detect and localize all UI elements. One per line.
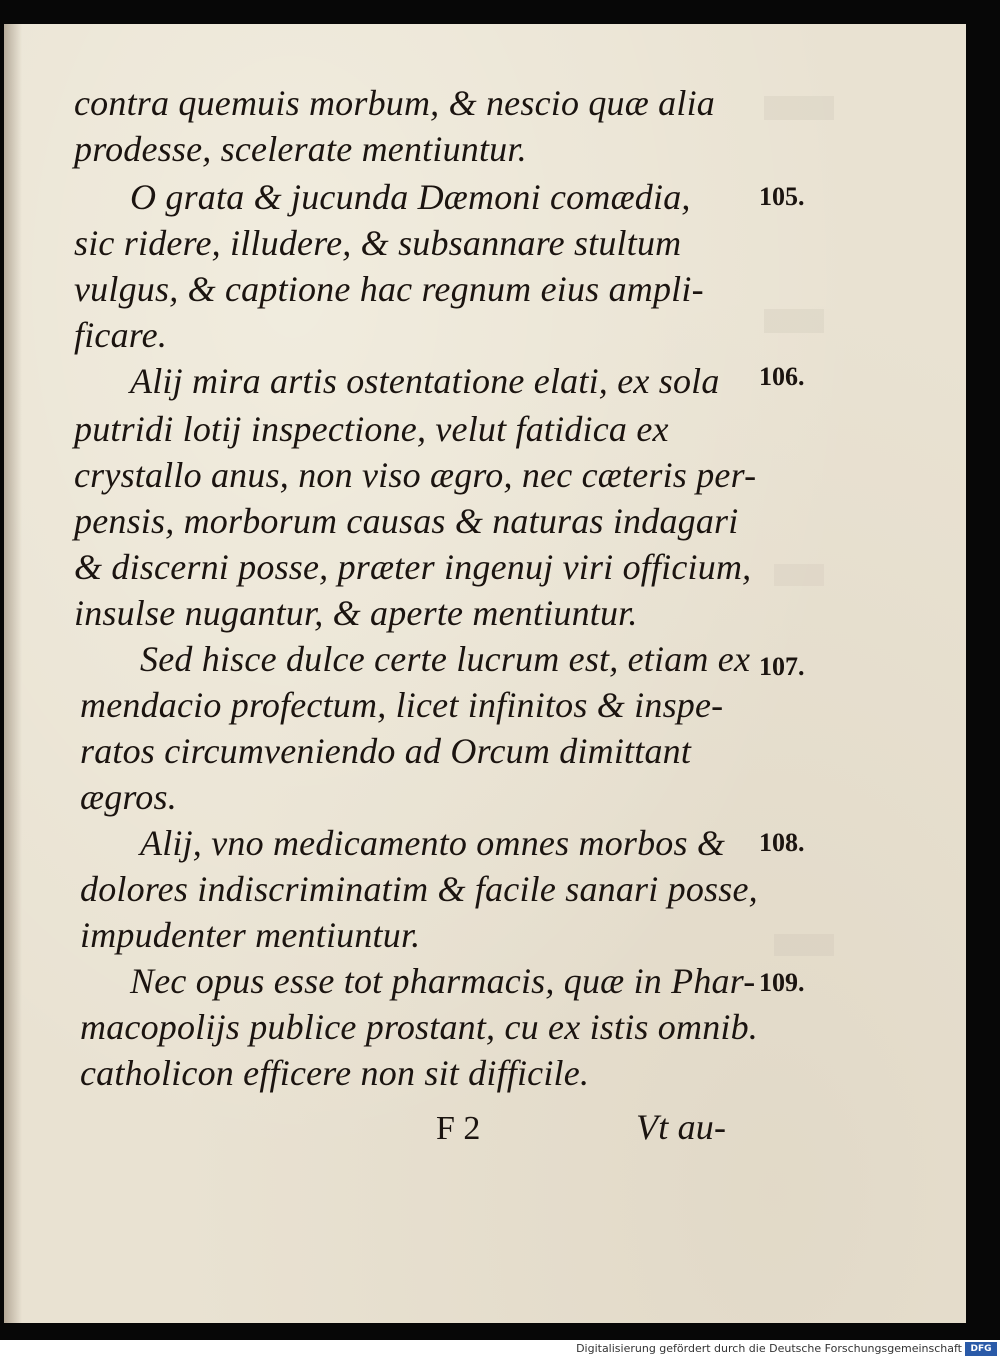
text-line: Nec opus esse tot pharmacis, quæ in Phar-	[130, 961, 756, 1001]
text-line: & discerni posse, præter ingenuj viri officium,	[74, 547, 752, 587]
text-line: catholicon efficere non sit difficile.	[80, 1053, 590, 1093]
text-line: prodesse, scelerate mentiuntur.	[74, 129, 527, 169]
text-line: Sed hisce dulce certe lucrum est, etiam ex	[140, 639, 751, 679]
text-line: impudenter mentiuntur.	[80, 915, 421, 955]
margin-number: 106.	[759, 362, 805, 391]
text-line: ægros.	[80, 777, 177, 817]
text-line: Alij mira artis ostentatione elati, ex sola	[130, 361, 720, 401]
funding-credit: Digitalisierung gefördert durch die Deutsche Forschungsgemeinschaft	[576, 1342, 962, 1355]
margin-number: 105.	[759, 182, 805, 211]
signature-mark: F 2	[436, 1110, 481, 1147]
text-line: pensis, morborum causas & naturas indagari	[74, 501, 739, 541]
margin-number: 108.	[759, 828, 805, 857]
credit-bar	[0, 1340, 1000, 1359]
text-line: macopolijs publice prostant, cu ex istis omnib.	[80, 1007, 759, 1047]
dfg-logo: DFG	[965, 1342, 997, 1356]
margin-number: 107.	[759, 652, 805, 681]
text-line: contra quemuis morbum, & nescio quæ alia	[74, 83, 715, 123]
body-text	[4, 24, 966, 1323]
text-line: ratos circumveniendo ad Orcum dimittant	[80, 731, 692, 771]
catchword: Vt au-	[636, 1107, 727, 1147]
text-line: sic ridere, illudere, & subsannare stultum	[74, 223, 682, 263]
text-line: crystallo anus, non viso ægro, nec cæteris per-	[74, 455, 757, 495]
book-page	[4, 24, 966, 1323]
text-line: insulse nugantur, & aperte mentiuntur.	[74, 593, 638, 633]
margin-number: 109.	[759, 968, 805, 997]
text-line: ficare.	[74, 315, 168, 355]
text-line: O grata & jucunda Dæmoni comædia,	[130, 177, 691, 217]
text-line: dolores indiscriminatim & facile sanari posse,	[80, 869, 758, 909]
text-line: Alij, vno medicamento omnes morbos &	[140, 823, 726, 863]
text-line: mendacio profectum, licet infinitos & inspe-	[80, 685, 724, 725]
text-line: putridi lotij inspectione, velut fatidica ex	[74, 409, 669, 449]
text-line: vulgus, & captione hac regnum eius ampli-	[74, 269, 704, 309]
